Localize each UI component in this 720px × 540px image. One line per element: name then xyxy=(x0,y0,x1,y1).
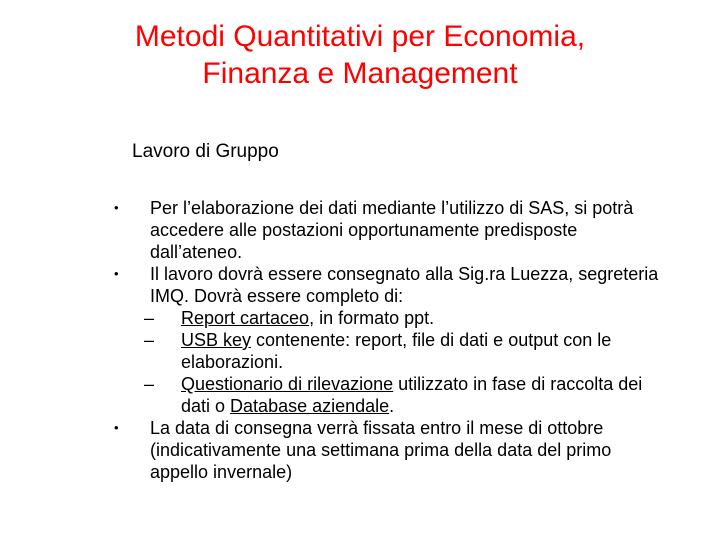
bullet-text: Il lavoro dovrà essere consegnato alla Sig.ra Luezza, segreteria IMQ. Dovrà essere completo di: xyxy=(150,264,659,306)
sub-item-usb xyxy=(0,329,671,373)
sub-item-end: . xyxy=(389,396,395,416)
usb-key-link[interactable]: USB key xyxy=(181,330,252,350)
dash-marker: – xyxy=(144,308,155,328)
questionario-link[interactable]: Questionario di rilevazione xyxy=(181,374,394,394)
database-aziendale-link[interactable]: Database aziendale xyxy=(230,396,390,416)
sub-item-text: , in formato ppt. xyxy=(309,308,435,328)
sub-item-text: contenente: report, file di dati e output con le elaborazioni. xyxy=(181,330,612,372)
dash-marker: – xyxy=(144,330,155,350)
dash-marker: – xyxy=(144,374,155,394)
bullet-item-1 xyxy=(0,197,670,263)
sub-item-report xyxy=(0,307,671,329)
bullet-item-3 xyxy=(0,417,670,483)
bullet-text: La data di consegna verrà fissata entro il mese di ottobre (indicativamente una settimana prima della data del primo appello invernale) xyxy=(150,418,612,482)
bullet-item-2 xyxy=(0,263,670,417)
bullet-text: Per l’elaborazione dei dati mediante l’utilizzo di SAS, si potrà accedere alle postazioni opportunamente predisposte dall’ateneo. xyxy=(150,198,634,262)
bullet-marker: • xyxy=(114,420,119,435)
bullet-marker: • xyxy=(114,266,119,281)
slide-title-line-2: Finanza e Management xyxy=(202,57,518,90)
sub-item-text: utilizzato in fase di raccolta dei dati o xyxy=(181,374,643,416)
slide-subtitle: Lavoro di Gruppo xyxy=(132,141,279,162)
slide-title xyxy=(0,18,720,92)
slide-title-line-1: Metodi Quantitativi per Economia, xyxy=(134,20,586,53)
bullet-list xyxy=(0,197,720,483)
report-cartaceo-link[interactable]: Report cartaceo xyxy=(181,308,310,328)
bullet-marker: • xyxy=(114,200,119,215)
sub-item-questionario xyxy=(0,373,671,417)
